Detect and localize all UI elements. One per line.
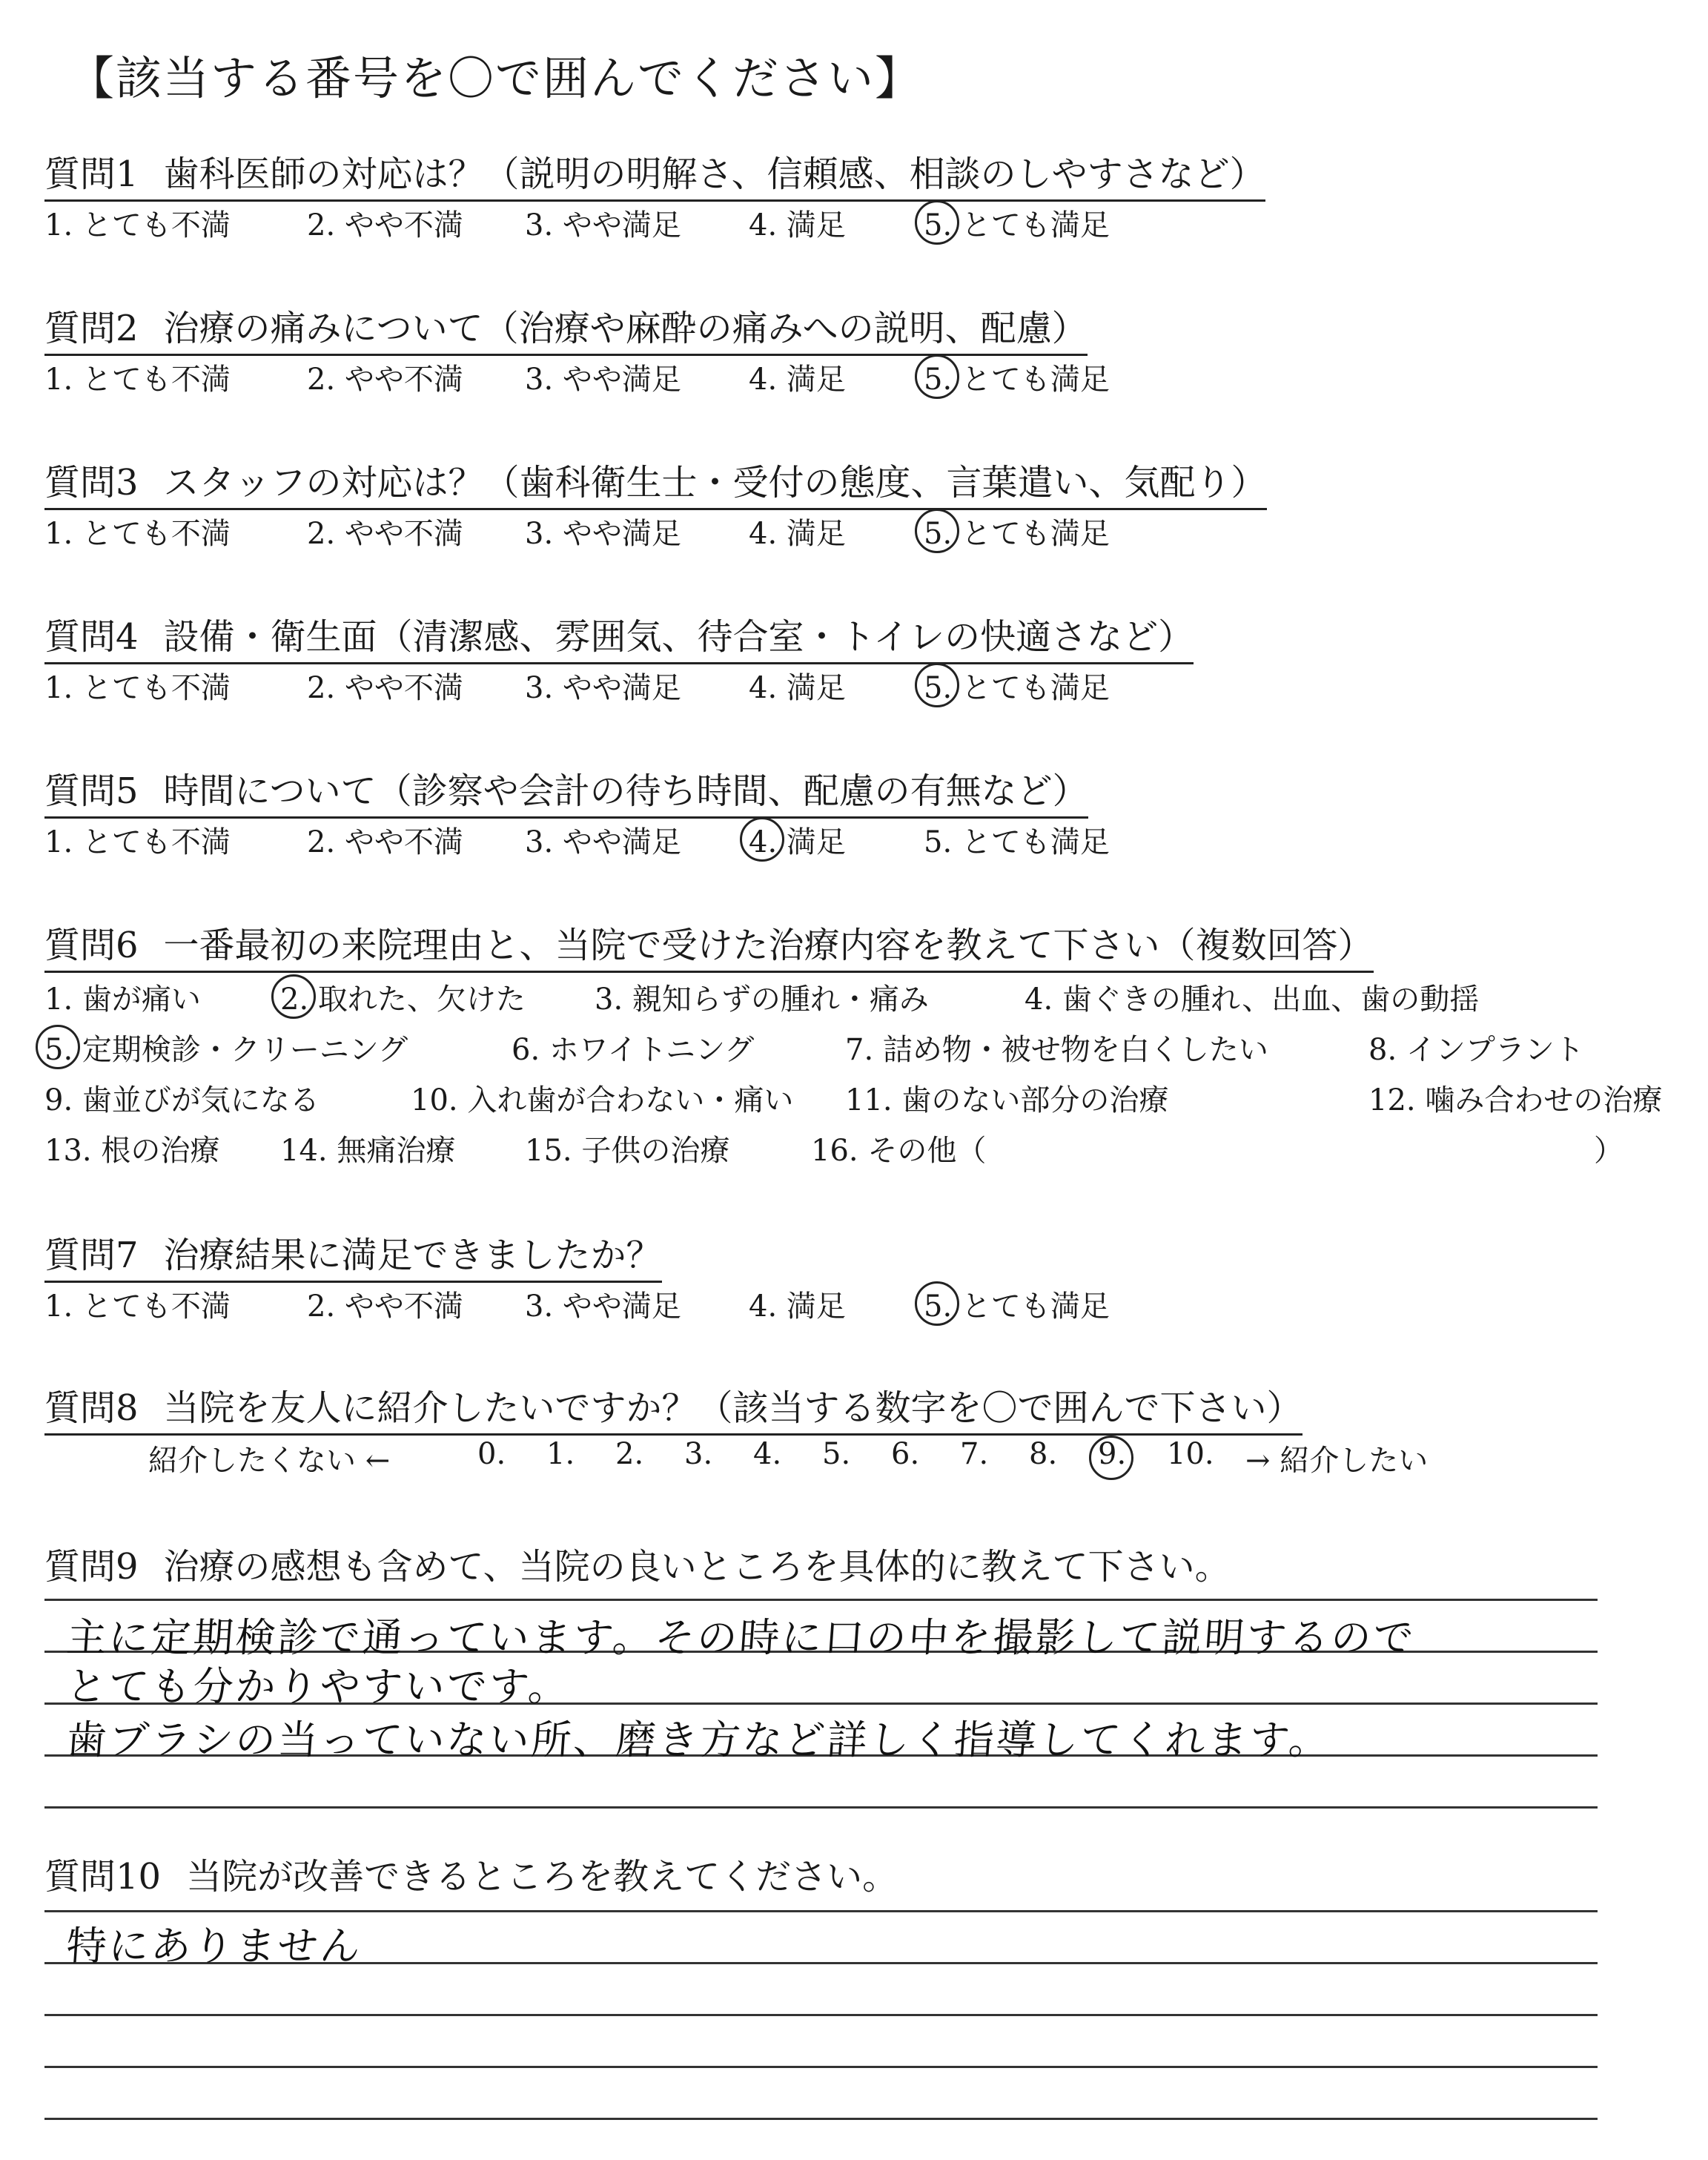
option-number: 4. 満足 (749, 517, 846, 551)
scale-right-label: → 紹介したい (1245, 1444, 1429, 1478)
scale-option[interactable] (753, 1437, 801, 1471)
scale-option[interactable] (1098, 1437, 1145, 1471)
option-label: 4. 歯ぐきの腫れ、出血、歯の動揺 (1025, 982, 1480, 1017)
rating-option[interactable] (307, 510, 483, 552)
q6-option[interactable] (1368, 1077, 1681, 1119)
option-label: 6. ホワイトニング (512, 1033, 755, 1067)
rating-option[interactable] (307, 819, 483, 861)
question-6-text: 一番最初の来院理由と、当院で受けた治療内容を教えて下さい（複数回答） (163, 925, 1374, 966)
option-label: 15. 子供の治療 (525, 1134, 730, 1168)
rating-option[interactable] (307, 202, 483, 244)
rating-option[interactable] (44, 1283, 250, 1325)
question-7-number: 質問7 (44, 1235, 139, 1276)
option-number: 1. とても不満 (44, 1289, 231, 1324)
scale-option[interactable] (960, 1437, 1007, 1471)
question-4-heading (44, 608, 1194, 664)
rating-option[interactable] (525, 1283, 701, 1325)
rating-option[interactable] (525, 819, 701, 861)
option-number: 3. やや満足 (525, 363, 681, 397)
question-1-text: 歯科医師の対応は？（説明の明解さ、信頼感、相談のしやすさなど） (163, 153, 1265, 195)
rating-option[interactable] (44, 202, 250, 244)
option-number: 5. とても満足 (924, 1283, 1110, 1325)
rating-option[interactable] (525, 356, 701, 398)
option-label: 9. 歯並びが気になる (44, 1083, 320, 1117)
option-label: 2. 取れた、欠けた (280, 976, 526, 1018)
question-3-text: スタッフの対応は？（歯科衛生士・受付の態度、言葉遣い、気配り） (163, 462, 1267, 503)
option-number: 3. やや満足 (525, 208, 681, 242)
rating-option[interactable] (924, 664, 1129, 707)
scale-number: 10. (1167, 1437, 1214, 1471)
option-number: 5. とても満足 (924, 356, 1110, 398)
rating-option[interactable] (924, 202, 1129, 244)
scale-number: 6. (891, 1437, 920, 1471)
option-number: 5. とても満足 (924, 825, 1110, 859)
scale-number: 9. (1098, 1437, 1127, 1471)
option-number: 1. とても不満 (44, 671, 231, 705)
rating-option[interactable] (525, 664, 701, 707)
scale-option[interactable] (822, 1437, 870, 1471)
rating-option[interactable] (307, 356, 483, 398)
q6-option[interactable] (280, 1127, 474, 1169)
option-label: 10. 入れ歯が合わない・痛い (411, 1083, 794, 1117)
q9-handwritten-line-2: とても分かりやすいです。 (64, 1663, 572, 1710)
question-6-heading (44, 916, 1374, 973)
rating-option[interactable] (924, 819, 1129, 861)
rating-option[interactable] (44, 510, 250, 552)
question-4-number: 質問4 (44, 616, 139, 658)
option-label: 11. 歯のない部分の治療 (845, 1083, 1169, 1117)
rating-option[interactable] (307, 664, 483, 707)
rating-option[interactable] (924, 510, 1129, 552)
scale-number: 2. (615, 1437, 644, 1471)
option-number: 2. やや不満 (307, 208, 463, 242)
scale-number: 0. (477, 1437, 506, 1471)
option-label: 3. 親知らずの腫れ・痛み (595, 982, 929, 1017)
rating-option[interactable] (44, 664, 250, 707)
scale-number: 5. (822, 1437, 851, 1471)
scale-option[interactable] (546, 1437, 594, 1471)
page-title: 【該当する番号を〇で囲んでください】 (68, 51, 923, 105)
question-10-text: 当院が改善できるところを教えてください。 (186, 1856, 898, 1898)
rating-option[interactable] (525, 202, 701, 244)
option-number: 4. 満足 (749, 363, 846, 397)
question-6-close-paren: ） (1594, 1134, 1623, 1168)
option-label: 13. 根の治療 (44, 1134, 220, 1168)
q6-option[interactable] (44, 976, 220, 1018)
question-2-text: 治療の痛みについて（治療や麻酔の痛みへの説明、配慮） (163, 308, 1088, 349)
option-number: 3. やや満足 (525, 825, 681, 859)
option-number: 4. 満足 (749, 819, 846, 861)
scale-option[interactable] (615, 1437, 663, 1471)
option-label: 7. 詰め物・被せ物を白くしたい (845, 1033, 1268, 1067)
option-number: 2. やや不満 (307, 363, 463, 397)
option-number: 3. やや満足 (525, 517, 681, 551)
answer-line (44, 1599, 1598, 1601)
rating-option[interactable] (44, 819, 250, 861)
scale-option[interactable] (477, 1437, 525, 1471)
question-9-text: 治療の感想も含めて、当院の良いところを具体的に教えて下さい。 (163, 1546, 1231, 1588)
question-3-number: 質問3 (44, 462, 139, 503)
option-number: 1. とても不満 (44, 517, 231, 551)
q6-option[interactable] (411, 1077, 812, 1119)
option-number: 4. 満足 (749, 1289, 846, 1324)
question-10-number: 質問10 (44, 1856, 162, 1898)
option-label: 5. 定期検診・クリーニング (44, 1026, 408, 1069)
question-8-text: 当院を友人に紹介したいですか？（該当する数字を〇で囲んで下さい） (163, 1387, 1302, 1429)
question-8-number: 質問8 (44, 1387, 139, 1429)
scale-option[interactable] (891, 1437, 939, 1471)
q6-option[interactable] (525, 1127, 749, 1169)
q6-option[interactable] (44, 1127, 239, 1169)
question-10-heading (44, 1848, 898, 1902)
scale-option[interactable] (1167, 1437, 1234, 1471)
rating-option[interactable] (307, 1283, 483, 1325)
option-number: 4. 満足 (749, 208, 846, 242)
q9-handwritten-line-1: 主に定期検診で通っています。その時に口の中を撮影して説明するので (64, 1614, 1417, 1661)
option-number: 1. とても不満 (44, 825, 231, 859)
question-2-number: 質問2 (44, 308, 139, 349)
option-label: 12. 噛み合わせの治療 (1368, 1083, 1663, 1117)
option-number: 5. とても満足 (924, 510, 1110, 552)
rating-option[interactable] (749, 664, 865, 707)
scale-option[interactable] (684, 1437, 732, 1471)
option-number: 1. とても不満 (44, 363, 231, 397)
scale-number: 3. (684, 1437, 713, 1471)
scale-left-label: 紹介したくない ← (148, 1444, 391, 1478)
answer-line (44, 2014, 1598, 2016)
rating-option[interactable] (924, 356, 1129, 398)
question-9-heading (44, 1538, 1231, 1592)
question-2-heading (44, 300, 1088, 356)
option-number: 2. やや不満 (307, 825, 463, 859)
q6-option[interactable] (811, 1127, 1005, 1169)
option-number: 1. とても不満 (44, 208, 231, 242)
option-label: 16. その他（ (811, 1134, 987, 1168)
question-5-heading (44, 762, 1088, 819)
q10-handwritten-line-1: 特にありません (64, 1923, 364, 1969)
option-number: 5. とても満足 (924, 664, 1110, 707)
scale-option[interactable] (1029, 1437, 1076, 1471)
question-7-heading (44, 1226, 662, 1283)
question-3-heading (44, 454, 1267, 510)
option-number: 5. とても満足 (924, 202, 1110, 244)
scale-number: 7. (960, 1437, 989, 1471)
question-1-heading (44, 145, 1265, 202)
answer-line (44, 1910, 1598, 1912)
q6-option[interactable] (44, 1077, 339, 1119)
option-label: 1. 歯が痛い (44, 982, 201, 1017)
q6-option[interactable] (1025, 976, 1498, 1018)
question-8-heading (44, 1379, 1302, 1436)
q6-option[interactable] (44, 1026, 427, 1069)
option-label: 14. 無痛治療 (280, 1134, 456, 1168)
question-1-number: 質問1 (44, 153, 139, 195)
q6-option[interactable] (1368, 1026, 1603, 1069)
q6-option[interactable] (512, 1026, 773, 1069)
option-number: 3. やや満足 (525, 671, 681, 705)
rating-option[interactable] (749, 510, 865, 552)
answer-line (44, 1806, 1598, 1809)
question-6-number: 質問6 (44, 925, 139, 966)
option-number: 4. 満足 (749, 671, 846, 705)
rating-option[interactable] (749, 819, 865, 861)
option-number: 2. やや不満 (307, 671, 463, 705)
scale-number: 4. (753, 1437, 782, 1471)
scale-number: 8. (1029, 1437, 1058, 1471)
question-5-number: 質問5 (44, 770, 139, 812)
option-label: 8. インプラント (1368, 1033, 1584, 1067)
rating-option[interactable] (749, 202, 865, 244)
q9-handwritten-line-3: 歯ブラシの当っていない所、磨き方など詳しく指導してくれます。 (64, 1717, 1333, 1763)
rating-option[interactable] (44, 356, 250, 398)
q6-option[interactable] (845, 1026, 1288, 1069)
question-7-text: 治療結果に満足できましたか？ (163, 1235, 662, 1276)
rating-option[interactable] (924, 1283, 1129, 1325)
question-9-number: 質問9 (44, 1546, 139, 1588)
scale-number: 1. (546, 1437, 575, 1471)
q6-option[interactable] (845, 1077, 1188, 1119)
answer-line (44, 2118, 1598, 2120)
q6-option[interactable] (595, 976, 948, 1018)
question-5-text: 時間について（診察や会計の待ち時間、配慮の有無など） (163, 770, 1088, 812)
rating-option[interactable] (749, 356, 865, 398)
answer-line (44, 2066, 1598, 2068)
option-number: 2. やや不満 (307, 1289, 463, 1324)
rating-option[interactable] (525, 510, 701, 552)
option-number: 3. やや満足 (525, 1289, 681, 1324)
rating-option[interactable] (749, 1283, 865, 1325)
q6-option[interactable] (280, 976, 545, 1018)
question-4-text: 設備・衛生面（清潔感、雰囲気、待合室・トイレの快適さなど） (163, 616, 1194, 658)
option-number: 2. やや不満 (307, 517, 463, 551)
